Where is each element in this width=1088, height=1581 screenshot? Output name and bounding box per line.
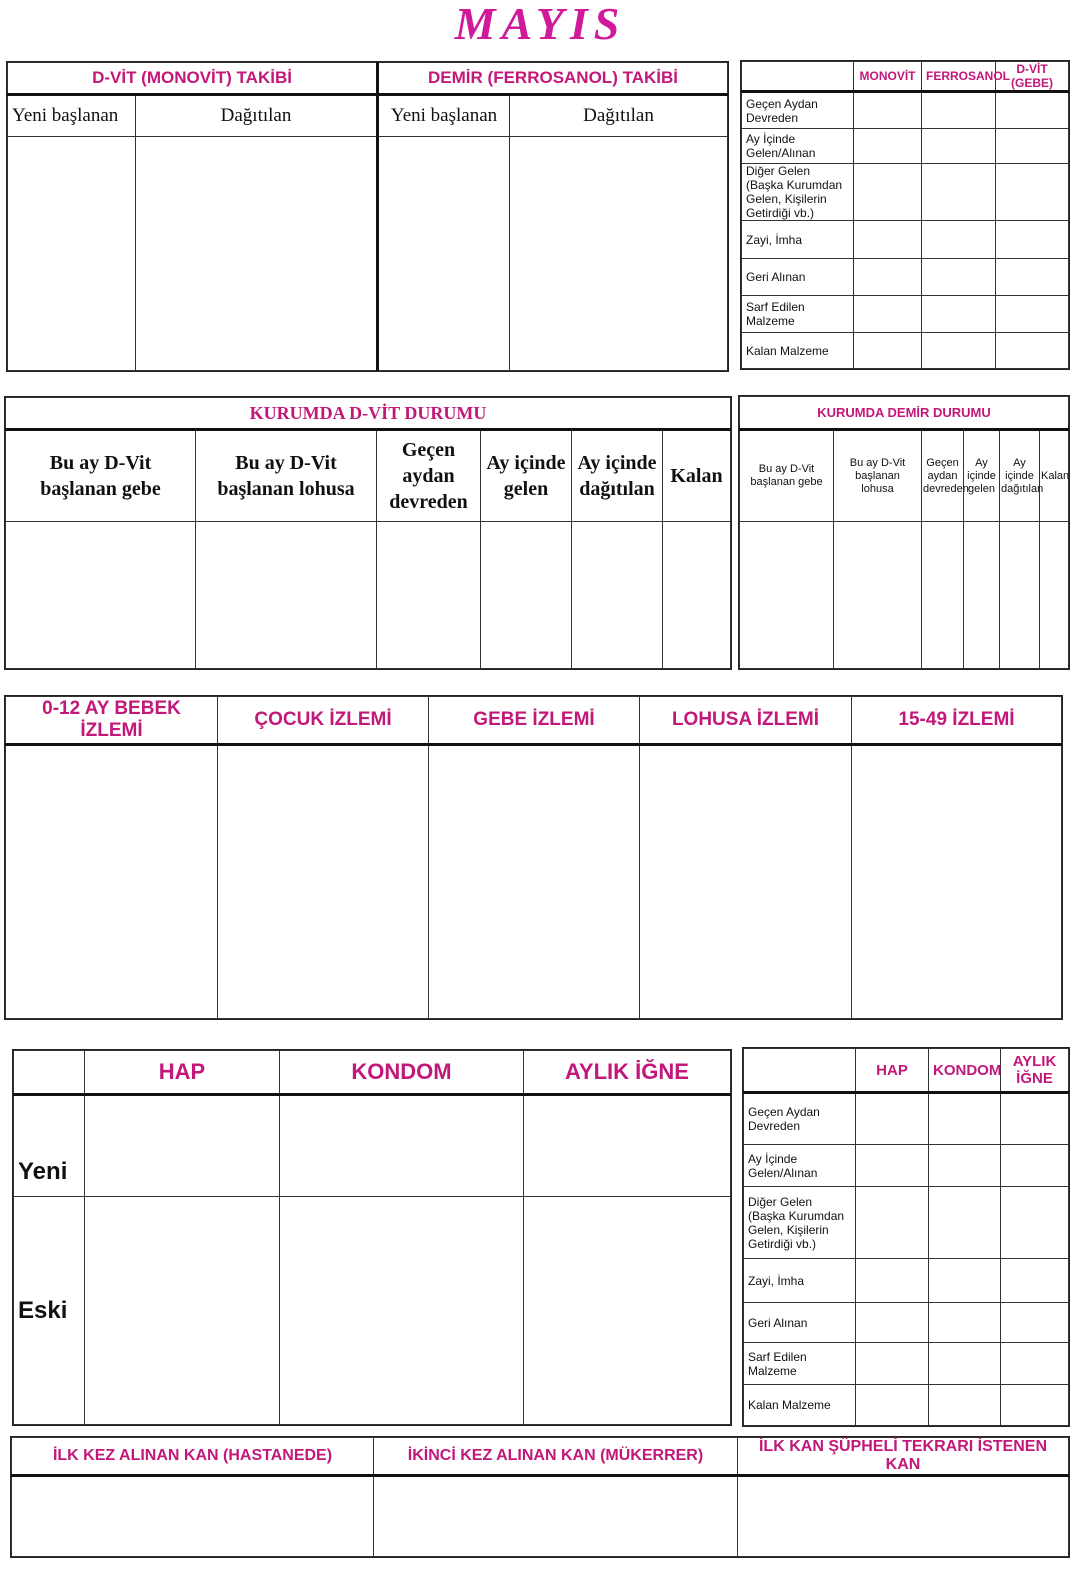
stock2-cell[interactable] — [856, 1303, 929, 1343]
stock1-col-ferrosanol: FERROSANOL — [922, 62, 996, 92]
inst-iron-cell[interactable] — [1000, 522, 1040, 669]
stock2-cell[interactable] — [1001, 1343, 1069, 1385]
stock2-row-label: Geçen Aydan Devreden — [744, 1093, 856, 1145]
inst-iron-cell[interactable] — [1040, 522, 1069, 669]
contraception-row-new: Yeni — [14, 1095, 85, 1197]
inst-dvit-col-received: Ay içinde gelen — [481, 430, 572, 522]
inst-dvit-cell[interactable] — [572, 522, 663, 669]
stock2-cell[interactable] — [856, 1259, 929, 1303]
contraception-col-pill: HAP — [85, 1051, 280, 1095]
dvit-distributed-header: Dağıtılan — [136, 95, 378, 137]
contraception-col-condom: KONDOM — [280, 1051, 524, 1095]
inst-iron-cell[interactable] — [740, 522, 834, 669]
blood-cell[interactable] — [738, 1476, 1069, 1557]
inst-dvit-cell[interactable] — [377, 522, 481, 669]
inst-iron-col-postpartum: Bu ay D-Vit başlanan lohusa — [834, 430, 922, 522]
dvit-tracking-title: D-VİT (MONOVİT) TAKİBİ — [8, 63, 378, 95]
stock2-corner — [744, 1049, 856, 1093]
inst-dvit-col-pregnant: Bu ay D-Vit başlanan gebe — [6, 430, 196, 522]
inst-iron-cell[interactable] — [834, 522, 922, 669]
stock1-cell[interactable] — [854, 164, 922, 221]
stock1-cell[interactable] — [922, 333, 996, 369]
blood-col-second: İKİNCİ KEZ ALINAN KAN (MÜKERRER) — [374, 1438, 738, 1476]
stock1-row-label: Geçen Aydan Devreden — [742, 92, 854, 129]
stock2-cell[interactable] — [1001, 1259, 1069, 1303]
institution-iron-table — [738, 395, 1070, 670]
monitor-cell[interactable] — [218, 745, 429, 1019]
stock2-cell[interactable] — [929, 1303, 1001, 1343]
stock2-cell[interactable] — [856, 1145, 929, 1187]
stock2-col-injection: AYLIK İĞNE — [1001, 1049, 1069, 1093]
monitor-col-postpartum: LOHUSA İZLEMİ — [640, 697, 852, 745]
stock1-cell[interactable] — [996, 164, 1069, 221]
contraception-stock-table — [742, 1047, 1070, 1427]
stock1-cell[interactable] — [922, 129, 996, 164]
stock1-row-label: Diğer Gelen (Başka Kurumdan Gelen, Kişilerin Getirdiği vb.) — [742, 164, 854, 221]
institution-dvit-table — [4, 396, 732, 670]
stock1-col-monovit: MONOVİT — [854, 62, 922, 92]
stock2-cell[interactable] — [856, 1343, 929, 1385]
stock1-cell[interactable] — [996, 296, 1069, 333]
stock1-cell[interactable] — [854, 221, 922, 259]
vitamin-iron-tracking-table — [6, 61, 729, 372]
stock2-cell[interactable] — [929, 1187, 1001, 1259]
inst-iron-col-remaining: Kalan — [1040, 430, 1069, 522]
iron-tracking-title: DEMİR (FERROSANOL) TAKİBİ — [378, 63, 728, 95]
iron-new-started-cell[interactable] — [378, 137, 510, 371]
contraception-table — [12, 1049, 732, 1426]
stock1-corner — [742, 62, 854, 92]
stock2-row-label: Ay İçinde Gelen/Alınan — [744, 1145, 856, 1187]
stock1-cell[interactable] — [922, 221, 996, 259]
monitor-cell[interactable] — [640, 745, 852, 1019]
stock1-cell[interactable] — [854, 92, 922, 129]
stock2-col-pill: HAP — [856, 1049, 929, 1093]
stock1-cell[interactable] — [854, 259, 922, 296]
stock2-row-label: Zayi, İmha — [744, 1259, 856, 1303]
inst-dvit-col-postpartum: Bu ay D-Vit başlanan lohusa — [196, 430, 377, 522]
stock1-cell[interactable] — [922, 164, 996, 221]
institution-iron-title: KURUMDA DEMİR DURUMU — [740, 397, 1069, 430]
stock2-cell[interactable] — [1001, 1145, 1069, 1187]
inst-dvit-cell[interactable] — [6, 522, 196, 669]
stock2-row-label: Diğer Gelen (Başka Kurumdan Gelen, Kişilerin Getirdiği vb.) — [744, 1187, 856, 1259]
dvit-new-started-cell[interactable] — [8, 137, 136, 371]
dvit-distributed-cell[interactable] — [136, 137, 378, 371]
stock2-cell[interactable] — [929, 1145, 1001, 1187]
stock1-row-label: Zayi, İmha — [742, 221, 854, 259]
monitor-col-child: ÇOCUK İZLEMİ — [218, 697, 429, 745]
monitor-col-infant: 0-12 AY BEBEK İZLEMİ — [6, 697, 218, 745]
stock2-cell[interactable] — [1001, 1187, 1069, 1259]
page-title: MAYIS — [454, 0, 626, 49]
stock1-cell[interactable] — [854, 333, 922, 369]
blood-col-first: İLK KEZ ALINAN KAN (HASTANEDE) — [12, 1438, 374, 1476]
contraception-cell[interactable] — [280, 1197, 524, 1425]
blood-col-suspected: İLK KAN ŞÜPHELİ TEKRARI İSTENEN KAN — [738, 1438, 1069, 1476]
stock2-cell[interactable] — [929, 1259, 1001, 1303]
blood-sample-table — [10, 1436, 1070, 1558]
stock1-row-label: Kalan Malzeme — [742, 333, 854, 369]
inst-iron-col-pregnant: Bu ay D-Vit başlanan gebe — [740, 430, 834, 522]
stock2-cell[interactable] — [929, 1093, 1001, 1145]
iron-new-started-header: Yeni başlanan — [378, 95, 510, 137]
iron-distributed-cell[interactable] — [510, 137, 728, 371]
iron-distributed-header: Dağıtılan — [510, 95, 728, 137]
stock1-col-dvit-gebe: D-VİT (GEBE) — [996, 62, 1069, 92]
stock2-cell[interactable] — [1001, 1093, 1069, 1145]
contraception-cell[interactable] — [85, 1095, 280, 1197]
inst-dvit-cell[interactable] — [481, 522, 572, 669]
dvit-new-started-header: Yeni başlanan — [8, 95, 136, 137]
vitamin-stock-table — [740, 60, 1070, 370]
stock1-cell[interactable] — [922, 296, 996, 333]
inst-dvit-col-remaining: Kalan — [663, 430, 731, 522]
monitor-col-pregnant: GEBE İZLEMİ — [429, 697, 640, 745]
monitor-col-15-49: 15-49 İZLEMİ — [852, 697, 1062, 745]
stock1-row-label: Geri Alınan — [742, 259, 854, 296]
contraception-cell[interactable] — [524, 1197, 731, 1425]
inst-iron-col-distributed: Ay içinde dağıtılan — [1000, 430, 1040, 522]
stock1-row-label: Sarf Edilen Malzeme — [742, 296, 854, 333]
stock1-row-label: Ay İçinde Gelen/Alınan — [742, 129, 854, 164]
monitoring-table — [4, 695, 1063, 1020]
stock2-cell[interactable] — [1001, 1385, 1069, 1426]
inst-dvit-cell[interactable] — [663, 522, 731, 669]
stock1-cell[interactable] — [996, 333, 1069, 369]
stock2-cell[interactable] — [856, 1093, 929, 1145]
stock2-cell[interactable] — [929, 1343, 1001, 1385]
inst-dvit-col-distributed: Ay içinde dağıtılan — [572, 430, 663, 522]
monitor-cell[interactable] — [852, 745, 1062, 1019]
stock2-cell[interactable] — [856, 1187, 929, 1259]
stock1-cell[interactable] — [996, 221, 1069, 259]
monitor-cell[interactable] — [6, 745, 218, 1019]
stock2-row-label: Geri Alınan — [744, 1303, 856, 1343]
stock1-cell[interactable] — [854, 296, 922, 333]
inst-iron-cell[interactable] — [922, 522, 964, 669]
inst-iron-col-received: Ay içinde gelen — [964, 430, 1000, 522]
stock2-row-label: Sarf Edilen Malzeme — [744, 1343, 856, 1385]
stock2-row-label: Kalan Malzeme — [744, 1385, 856, 1426]
institution-dvit-title: KURUMDA D-VİT DURUMU — [6, 398, 731, 430]
stock2-cell[interactable] — [1001, 1303, 1069, 1343]
stock2-cell[interactable] — [929, 1385, 1001, 1426]
contraception-row-old: Eski — [14, 1197, 85, 1425]
blood-cell[interactable] — [12, 1476, 374, 1557]
contraception-cell[interactable] — [280, 1095, 524, 1197]
stock1-cell[interactable] — [996, 259, 1069, 296]
stock1-cell[interactable] — [996, 92, 1069, 129]
inst-dvit-col-carried-over: Geçen aydan devreden — [377, 430, 481, 522]
inst-iron-cell[interactable] — [964, 522, 1000, 669]
stock1-cell[interactable] — [922, 259, 996, 296]
contraception-corner — [14, 1051, 85, 1095]
contraception-cell[interactable] — [85, 1197, 280, 1425]
stock1-cell[interactable] — [922, 92, 996, 129]
stock2-cell[interactable] — [856, 1385, 929, 1426]
inst-dvit-cell[interactable] — [196, 522, 377, 669]
blood-cell[interactable] — [374, 1476, 738, 1557]
stock2-col-condom: KONDOM — [929, 1049, 1001, 1093]
stock1-cell[interactable] — [854, 129, 922, 164]
monitor-cell[interactable] — [429, 745, 640, 1019]
inst-iron-col-carried-over: Geçen aydan devreden — [922, 430, 964, 522]
contraception-cell[interactable] — [524, 1095, 731, 1197]
stock1-cell[interactable] — [996, 129, 1069, 164]
contraception-col-injection: AYLIK İĞNE — [524, 1051, 731, 1095]
